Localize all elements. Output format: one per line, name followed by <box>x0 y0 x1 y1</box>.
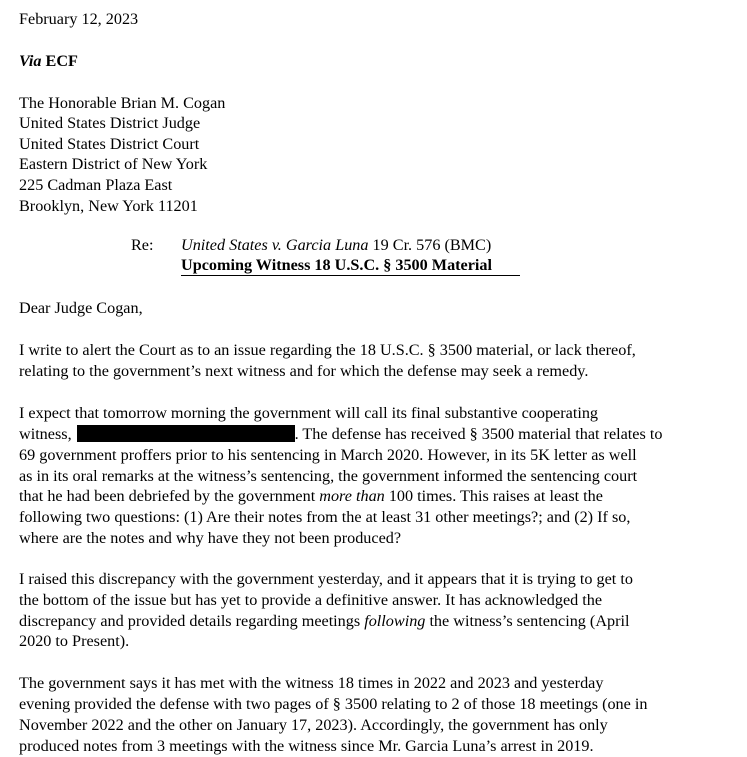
para3-line-4: 2020 to Present). <box>19 632 130 650</box>
para2-line-2-end: . The defense has received § 3500 material that relates to <box>294 425 663 443</box>
para1-line-2: relating to the government’s next witness and for which the defense may seek a remedy. <box>19 362 589 380</box>
para2-line-2-start: witness, <box>19 425 72 443</box>
redaction-box <box>77 425 295 442</box>
re-case-caption <box>181 235 491 256</box>
para4-line-2: evening provided the defense with two pages of § 3500 relating to 2 of those 18 meetings (one in <box>19 695 648 713</box>
para2-line-5-emphasis: more than <box>319 487 385 505</box>
addressee-line-3: United States District Court <box>19 135 200 153</box>
delivery-method <box>19 51 78 72</box>
para2-line-4: as in its oral remarks at the witness’s sentencing, the government informed the sentencing court <box>19 467 638 485</box>
para3-line-3 <box>19 611 630 632</box>
para4-line-3: November 2022 and the other on January 17, 2023). Accordingly, the government has only <box>19 716 608 734</box>
re-label: Re: <box>131 236 154 254</box>
re-case-name: United States v. Garcia Luna <box>181 236 369 254</box>
para3-line-2: the bottom of the issue but has yet to provide a definitive answer. It has acknowledged the <box>19 591 603 609</box>
para3-line-3-start: discrepancy and provided details regarding meetings <box>19 612 365 630</box>
para2-line-5 <box>19 486 603 507</box>
via-prefix: Via <box>19 52 42 70</box>
addressee-line-4: Eastern District of New York <box>19 155 208 173</box>
re-subject: Upcoming Witness 18 U.S.C. § 3500 Material <box>181 256 520 276</box>
para2-line-1: I expect that tomorrow morning the government will call its final substantive cooperating <box>19 404 599 422</box>
para3-line-3-end: the witness’s sentencing (April <box>425 612 630 630</box>
addressee-line-1: The Honorable Brian M. Cogan <box>19 94 226 112</box>
para2-line-2 <box>19 424 662 445</box>
para2-line-7: where are the notes and why have they not been produced? <box>19 529 402 547</box>
para3-line-1: I raised this discrepancy with the government yesterday, and it appears that it is trying to get to <box>19 570 633 588</box>
para2-line-3: 69 government proffers prior to his sentencing in March 2020. However, in its 5K letter as well <box>19 446 637 464</box>
re-case-number: 19 Cr. 576 (BMC) <box>368 236 492 254</box>
salutation: Dear Judge Cogan, <box>19 299 143 317</box>
addressee-line-2: United States District Judge <box>19 114 201 132</box>
para2-line-6: following two questions: (1) Are their notes from the at least 31 other meetings?; and (2) If so, <box>19 508 631 526</box>
addressee-line-6: Brooklyn, New York 11201 <box>19 197 198 215</box>
para1-line-1: I write to alert the Court as to an issue regarding the 18 U.S.C. § 3500 material, or lack thereof, <box>19 341 636 359</box>
via-method: ECF <box>41 52 78 70</box>
para3-line-3-emphasis: following <box>364 612 426 630</box>
addressee-line-5: 225 Cadman Plaza East <box>19 176 173 194</box>
letter-date: February 12, 2023 <box>19 10 139 28</box>
para2-line-5-end: 100 times. This raises at least the <box>384 487 603 505</box>
para2-line-5-start: that he had been debriefed by the government <box>19 487 320 505</box>
para4-line-4: produced notes from 3 meetings with the witness since Mr. Garcia Luna’s arrest in 2019. <box>19 737 594 755</box>
para4-line-1: The government says it has met with the witness 18 times in 2022 and 2023 and yesterday <box>19 674 604 692</box>
